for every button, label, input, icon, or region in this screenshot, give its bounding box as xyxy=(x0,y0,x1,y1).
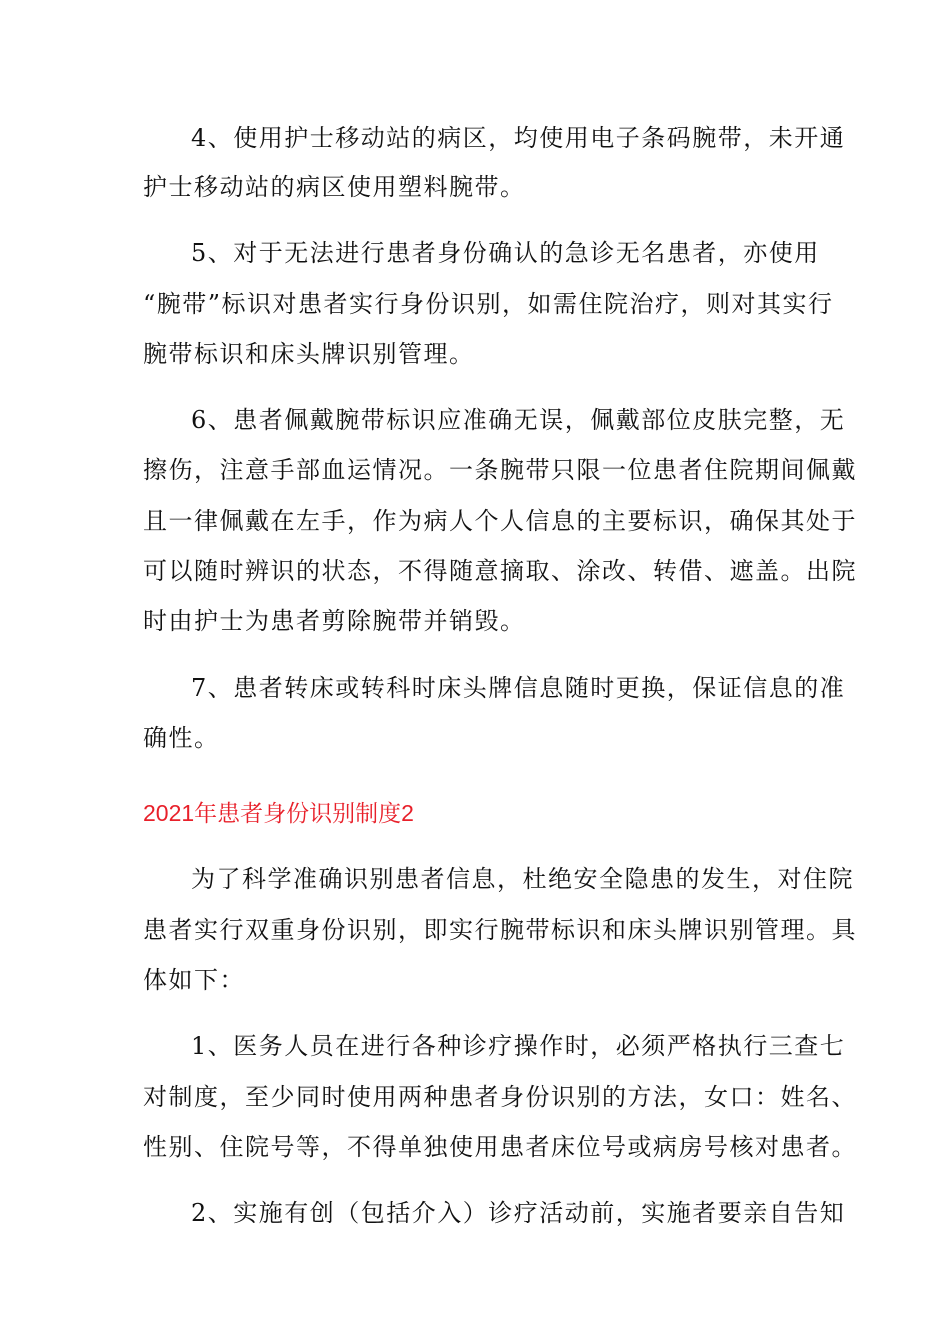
paragraph-4-line-1: 4、使用护士移动站的病区，均使用电子条码腕带，未开通 xyxy=(191,124,846,152)
paragraph-6-line-5: 时由护士为患者剪除腕带并销毁。 xyxy=(143,607,526,635)
item-1-line-1: 1、医务人员在进行各种诊疗操作时，必须严格执行三查七 xyxy=(191,1032,846,1060)
paragraph-5-line-1: 5、对于无法进行患者身份确认的急诊无名患者，亦使用 xyxy=(191,239,820,267)
paragraph-6-line-4: 可以随时辨识的状态，不得随意摘取、涂改、转借、遮盖。出院 xyxy=(143,557,857,585)
section-heading: 2021年患者身份识别制度2 xyxy=(143,800,414,826)
paragraph-5-line-2: “腕带”标识对患者实行身份识别，如需住院治疗，则对其实行 xyxy=(143,290,834,318)
paragraph-5-line-3: 腕带标识和床头牌识别管理。 xyxy=(143,340,475,368)
intro-line-2: 患者实行双重身份识别，即实行腕带标识和床头牌识别管理。具 xyxy=(143,916,857,944)
intro-line-3: 体如下： xyxy=(143,966,245,994)
item-1-line-2: 对制度，至少同时使用两种患者身份识别的方法，女口：姓名、 xyxy=(143,1083,857,1111)
item-1-line-3: 性别、住院号等，不得单独使用患者床位号或病房号核对患者。 xyxy=(143,1133,857,1161)
paragraph-6-line-3: 且一律佩戴在左手，作为病人个人信息的主要标识，确保其处于 xyxy=(143,507,857,535)
paragraph-6-line-2: 擦伤，注意手部血运情况。一条腕带只限一位患者住院期间佩戴 xyxy=(143,456,857,484)
paragraph-7-line-2: 确性。 xyxy=(143,724,220,752)
paragraph-7-line-1: 7、患者转床或转科时床头牌信息随时更换，保证信息的准 xyxy=(191,674,846,702)
paragraph-6-line-1: 6、患者佩戴腕带标识应准确无误，佩戴部位皮肤完整，无 xyxy=(191,406,846,434)
item-2-line-1: 2、实施有创（包括介入）诊疗活动前，实施者要亲自告知 xyxy=(191,1199,846,1227)
paragraph-4-line-2: 护士移动站的病区使用塑料腕带。 xyxy=(143,173,526,201)
intro-line-1: 为了科学准确识别患者信息，杜绝安全隐患的发生，对住院 xyxy=(191,865,854,893)
